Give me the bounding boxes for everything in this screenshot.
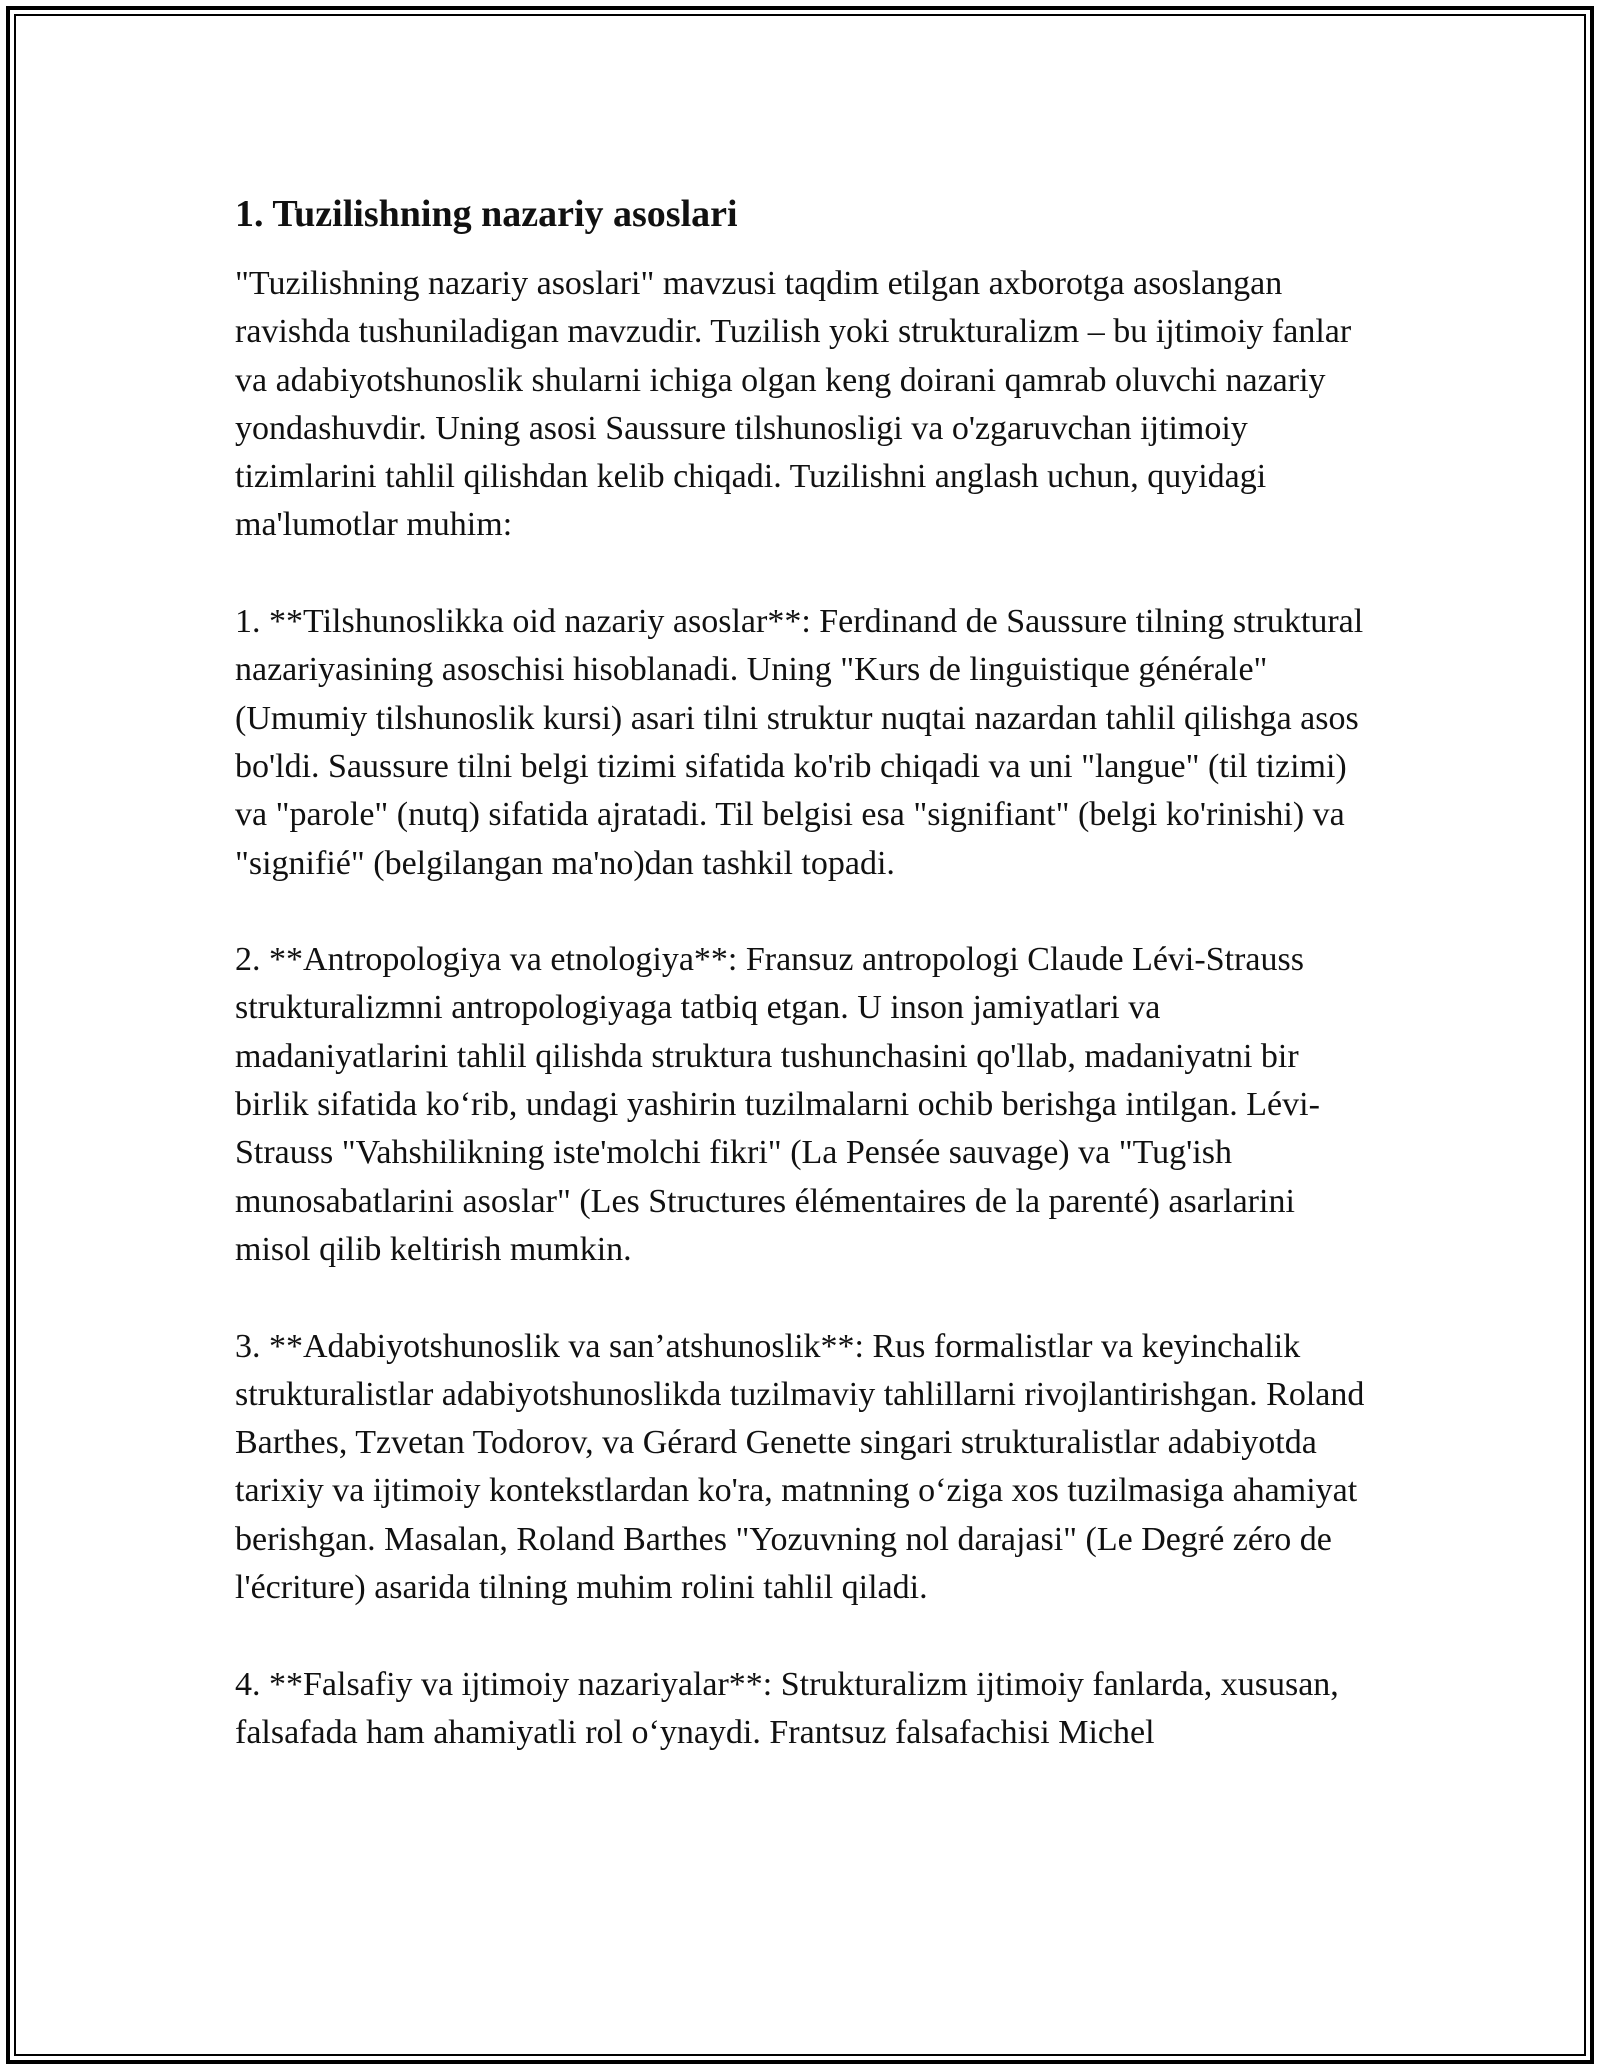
- paragraph-anthropology: 2. **Antropologiya va etnologiya**: Fransuz antropologi Claude Lévi-Strauss strukturalizmni antropologiyaga tatbiq etgan. U inson jamiyatlari va madaniyatlarini tahlil qilishda struktura tushunchasini qo'llab, madaniyatni bir birlik sifatida ko‘rib, undagi yashirin tuzilmalarni ochib berishga intilgan. Lévi-Strauss "Vahshilikning iste'molchi fikri" (La Pensée sauvage) va "Tug'ish munosabatlarini asoslar" (Les Structures élémentaires de la parenté) asarlarini misol qilib keltirish mumkin.: [235, 941, 1320, 1268]
- section-heading: 1. Tuzilishning nazariy asoslari: [235, 193, 738, 235]
- intro-paragraph: "Tuzilishning nazariy asoslari" mavzusi taqdim etilgan axborotga asoslangan ravishda tushuniladigan mavzudir. Tuzilish yoki strukturalizm – bu ijtimoiy fanlar va adabiyotshunoslik shularni ichiga olgan keng doirani qamrab oluvchi nazariy yondashuvdir. Uning asosi Saussure tilshunosligi va o'zgaruvchan ijtimoiy tizimlarini tahlil qilishdan kelib chiqadi. Tuzilishni anglash uchun, quyidagi ma'lumotlar muhim:: [235, 265, 1352, 544]
- document-body: [235, 190, 1365, 1757]
- paragraph-linguistics: 1. **Tilshunoslikka oid nazariy asoslar**: Ferdinand de Saussure tilning struktural nazariyasining asoschisi hisoblanadi. Uning "Kurs de linguistique générale" (Umumiy tilshunoslik kursi) asari tilni struktur nuqtai nazardan tahlil qilishga asos bo'ldi. Saussure tilni belgi tizimi sifatida ko'rib chiqadi va uni "langue" (til tizimi) va "parole" (nutq) sifatida ajratadi. Til belgisi esa "signifiant" (belgi ko'rinishi) va "signifié" (belgilangan ma'no)dan tashkil topadi.: [235, 603, 1364, 882]
- paragraph-philosophy: 4. **Falsafiy va ijtimoiy nazariyalar**: Strukturalizm ijtimoiy fanlarda, xususan, falsafada ham ahamiyatli rol o‘ynaydi. Frantsuz falsafachisi Michel: [235, 1665, 1339, 1751]
- paragraph-literary-studies: 3. **Adabiyotshunoslik va san’atshunoslik**: Rus formalistlar va keyinchalik strukturalistlar adabiyotshunoslikda tuzilmaviy tahlillarni rivojlantirishgan. Roland Barthes, Tzvetan Todorov, va Gérard Genette singari strukturalistlar adabiyotda tarixiy va ijtimoiy kontekstlardan ko'ra, matnning o‘ziga xos tuzilmasiga ahamiyat berishgan. Masalan, Roland Barthes "Yozuvning nol darajasi" (Le Degré zéro de l'écriture) asarida tilning muhim rolini tahlil qiladi.: [235, 1327, 1365, 1607]
